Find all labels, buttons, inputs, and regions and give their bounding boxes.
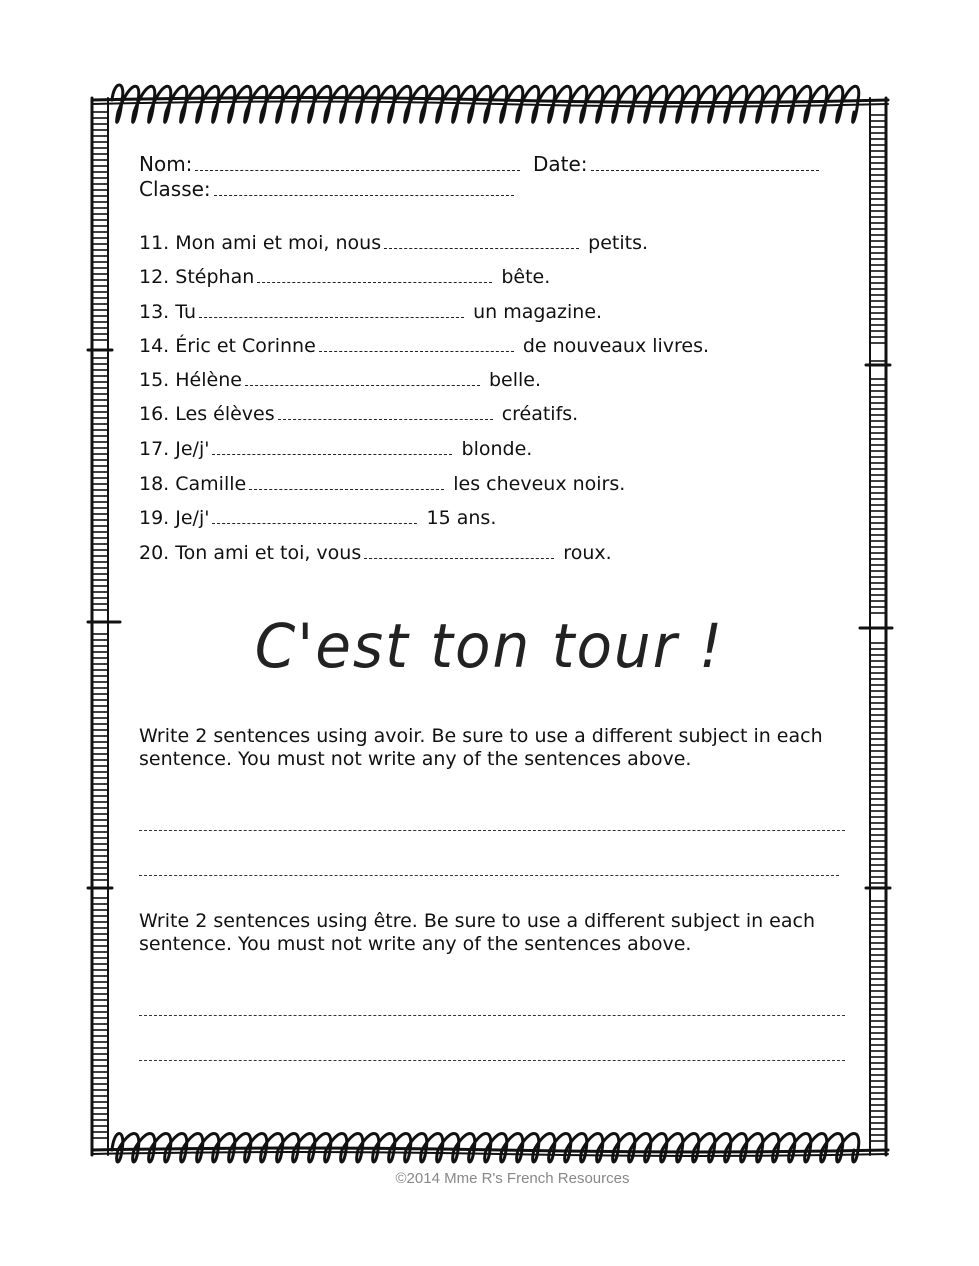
nom-blank[interactable] bbox=[195, 156, 520, 171]
item-ending: blonde. bbox=[461, 438, 533, 460]
item-ending: petits. bbox=[588, 232, 649, 254]
item-ending: bête. bbox=[501, 266, 551, 288]
item-number: 17. bbox=[139, 438, 170, 460]
item-number: 15. bbox=[139, 369, 170, 391]
item-prompt: Tu bbox=[175, 301, 197, 323]
exercise-item-14 bbox=[139, 334, 709, 358]
item-prompt: Hélène bbox=[175, 369, 242, 391]
item-ending: créatifs. bbox=[501, 403, 579, 425]
date-field bbox=[533, 152, 822, 176]
nom-label: Nom: bbox=[139, 152, 193, 176]
exercise-item-12 bbox=[139, 265, 550, 289]
name-field bbox=[139, 152, 523, 176]
etre-instructions: Write 2 sentences using être. Be sure to use a different subject in each sentence. You must not write any of the sentences above. bbox=[139, 910, 815, 955]
section-title: C'est ton tour ! bbox=[254, 610, 725, 682]
exercise-item-18 bbox=[139, 472, 625, 496]
item-ending: roux. bbox=[563, 542, 612, 564]
answer-blank[interactable] bbox=[199, 303, 464, 318]
etre-writing-line-1[interactable] bbox=[139, 1015, 845, 1016]
date-blank[interactable] bbox=[591, 156, 819, 171]
answer-blank[interactable] bbox=[245, 371, 480, 386]
item-prompt: Les élèves bbox=[175, 403, 275, 425]
copyright-footer: ©2014 Mme R's French Resources bbox=[395, 1170, 630, 1187]
avoir-instructions: Write 2 sentences using avoir. Be sure to use a different subject in each sentence. You must not write any of the sentences above. bbox=[139, 725, 823, 770]
etre-writing-line-2[interactable] bbox=[139, 1060, 845, 1061]
answer-blank[interactable] bbox=[364, 544, 554, 559]
answer-blank[interactable] bbox=[212, 509, 417, 524]
item-prompt: Ton ami et toi, vous bbox=[175, 542, 362, 564]
classe-field bbox=[139, 177, 517, 201]
answer-blank[interactable] bbox=[249, 475, 444, 490]
exercise-item-16 bbox=[139, 402, 578, 426]
date-label: Date: bbox=[533, 152, 588, 176]
item-prompt: Je/j' bbox=[175, 507, 210, 529]
item-ending: les cheveux noirs. bbox=[453, 473, 626, 495]
exercise-item-13 bbox=[139, 300, 602, 324]
item-prompt: Camille bbox=[175, 473, 247, 495]
item-prompt: Mon ami et moi, nous bbox=[175, 232, 382, 254]
item-number: 13. bbox=[139, 301, 170, 323]
item-number: 18. bbox=[139, 473, 170, 495]
item-number: 16. bbox=[139, 403, 170, 425]
answer-blank[interactable] bbox=[319, 337, 514, 352]
answer-blank[interactable] bbox=[384, 234, 579, 249]
item-number: 19. bbox=[139, 507, 170, 529]
item-prompt: Éric et Corinne bbox=[175, 335, 316, 357]
answer-blank[interactable] bbox=[278, 405, 493, 420]
answer-blank[interactable] bbox=[257, 268, 492, 283]
item-number: 14. bbox=[139, 335, 170, 357]
avoir-writing-line-1[interactable] bbox=[139, 830, 845, 831]
exercise-item-15 bbox=[139, 368, 541, 392]
item-number: 11. bbox=[139, 232, 170, 254]
item-prompt: Je/j' bbox=[175, 438, 210, 460]
item-ending: 15 ans. bbox=[426, 507, 497, 529]
answer-blank[interactable] bbox=[212, 440, 452, 455]
classe-blank[interactable] bbox=[214, 181, 514, 196]
exercise-item-17 bbox=[139, 437, 532, 461]
item-number: 20. bbox=[139, 542, 170, 564]
classe-label: Classe: bbox=[139, 177, 211, 201]
exercise-item-19 bbox=[139, 506, 496, 530]
item-ending: de nouveaux livres. bbox=[522, 335, 710, 357]
item-ending: un magazine. bbox=[473, 301, 603, 323]
avoir-writing-line-2[interactable] bbox=[139, 875, 839, 876]
item-ending: belle. bbox=[489, 369, 542, 391]
exercise-item-20 bbox=[139, 541, 612, 565]
item-number: 12. bbox=[139, 266, 170, 288]
item-prompt: Stéphan bbox=[175, 266, 255, 288]
exercise-item-11 bbox=[139, 231, 648, 255]
